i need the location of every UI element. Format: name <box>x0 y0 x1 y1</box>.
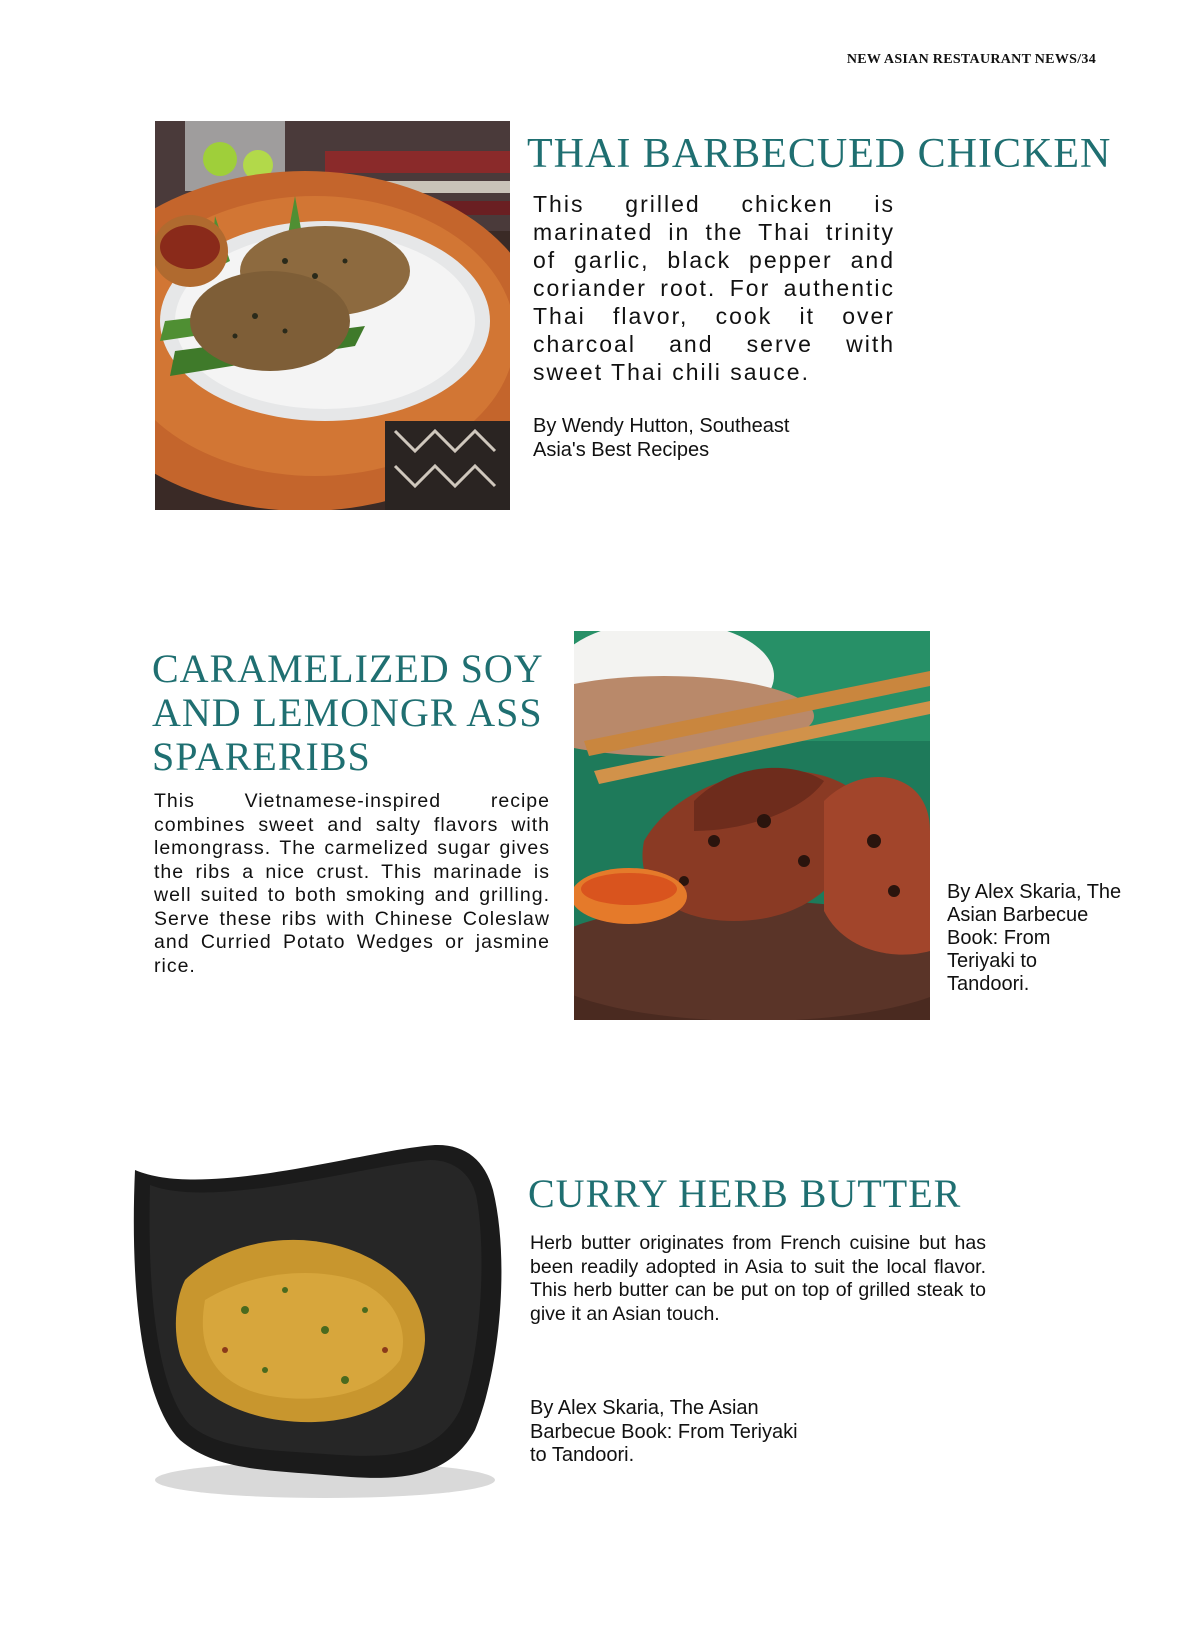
curry-butter-bowl-photo <box>125 1140 510 1502</box>
grilled-chicken-photo <box>155 121 510 510</box>
recipe-credit-spareribs: By Alex Skaria, The Asian Barbecue Book: From Teriyaki to Tandoori. <box>947 881 1122 995</box>
recipe-title-curry-herb-butter: CURRY HERB BUTTER <box>528 1171 962 1216</box>
recipe-credit-curry-herb-butter: By Alex Skaria, The Asian Barbecue Book: From Teriyaki to Tandoori. <box>530 1397 798 1466</box>
running-head: NEW ASIAN RESTAURANT NEWS/34 <box>846 52 1096 67</box>
spareribs-photo <box>574 631 930 1020</box>
recipe-body-thai-chicken: This grilled chicken is marinated in the Thai trinity of garlic, black pepper and coriander root. For authentic Thai flavor, cook it over charcoal and serve with sweet Thai chili sauce. <box>533 191 895 385</box>
recipe-credit-thai-chicken: By Wendy Hutton, Southeast Asia's Best Recipes <box>533 415 790 461</box>
recipe-body-curry-herb-butter: Herb butter originates from French cuisine but has been readily adopted in Asia to suit the local flavor. This herb butter can be put on top of grilled steak to give it an Asian touch. <box>530 1232 986 1325</box>
recipe-title-thai-chicken: THAI BARBECUED CHICKEN <box>527 131 1112 177</box>
recipe-title-spareribs: CARAMELIZED SOY AND LEMONGR ASS SPARERIBS <box>152 646 543 779</box>
recipe-body-spareribs: This Vietnamese-inspired recipe combines sweet and salty flavors with lemongrass. The carmelized sugar gives the ribs a nice crust. This marinade is well suited to both smoking and grilling. Serve these ribs with Chinese Coleslaw and Curried Potato Wedges or jasmine rice. <box>154 790 550 977</box>
